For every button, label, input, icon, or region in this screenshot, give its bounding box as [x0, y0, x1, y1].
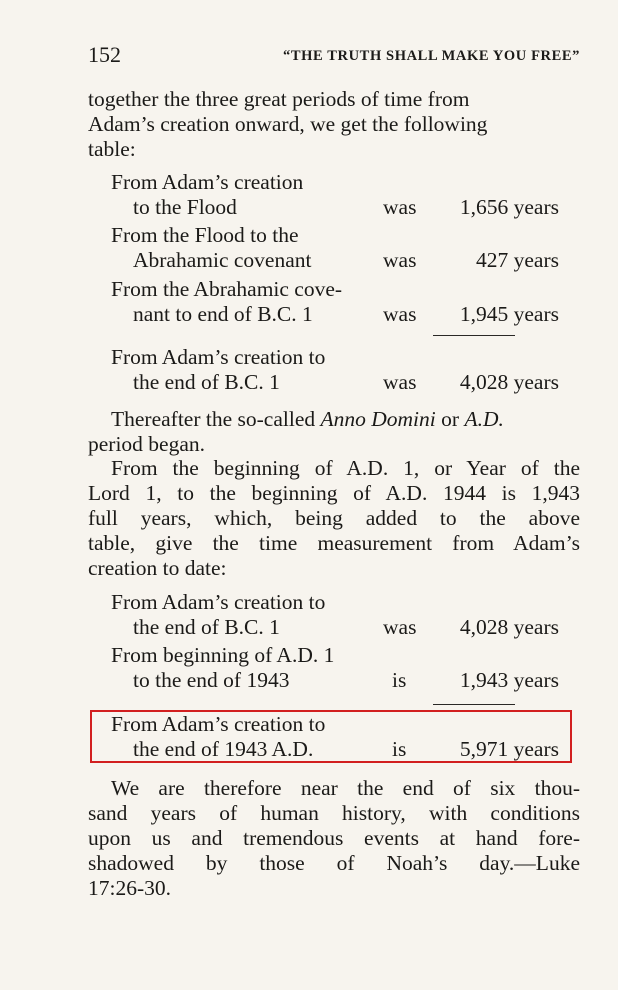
- intro-line: Adam’s creation onward, we get the following: [88, 112, 488, 136]
- table-row-label: to the end of 1943: [133, 668, 290, 692]
- anno-or: or: [435, 407, 465, 431]
- table-total-verb: is: [392, 737, 407, 761]
- table-row-values: [0, 614, 618, 640]
- table-row-value: 4,028 years: [459, 615, 559, 639]
- anno-domini-text: Anno Domini: [320, 407, 436, 431]
- table-row-value: 1,945 years: [459, 302, 559, 326]
- running-head: “THE TRUTH SHALL MAKE YOU FREE”: [283, 48, 580, 64]
- table-row-value: 1,656 years: [459, 195, 559, 219]
- table-row-label: the end of B.C. 1: [133, 615, 280, 639]
- paragraph-line: From the beginning of A.D. 1, or Year of the: [111, 456, 580, 480]
- table-row-label: nant to end of B.C. 1: [133, 302, 313, 326]
- table-row-verb: was: [383, 248, 417, 272]
- table-row-verb: was: [383, 615, 417, 639]
- table-row-label: Abrahamic covenant: [133, 248, 312, 272]
- table-row-label: From Adam’s creation to: [111, 590, 326, 614]
- anno-line: period began.: [88, 432, 206, 456]
- table-row-label: From the Abrahamic cove-: [111, 277, 343, 301]
- table-row-verb: was: [383, 195, 417, 219]
- table-row-values: [0, 667, 618, 693]
- table-row-label: From beginning of A.D. 1: [111, 643, 335, 667]
- table-total-value: 4,028 years: [459, 370, 559, 394]
- page-header: [88, 40, 580, 70]
- paragraph-line: Lord 1, to the beginning of A.D. 1944 is 1,943: [88, 481, 580, 505]
- anno-line: [111, 406, 504, 432]
- table-total-label: From Adam’s creation to: [111, 712, 326, 736]
- table-row-value: 427 years: [476, 248, 559, 272]
- paragraph-line: We are therefore near the end of six thou-: [111, 776, 580, 800]
- table-row-label: From Adam’s creation: [111, 170, 304, 194]
- table-total-values: [0, 736, 618, 762]
- paragraph-line: sand years of human history, with conditions: [88, 801, 580, 825]
- table-row-label: From the Flood to the: [111, 223, 299, 247]
- table-total-label: the end of B.C. 1: [133, 370, 280, 394]
- table-row-values: [0, 301, 618, 327]
- table-row-value: 1,943 years: [459, 668, 559, 692]
- intro-line: together the three great periods of time from: [88, 87, 470, 111]
- anno-prefix: Thereafter the so-called: [111, 407, 321, 431]
- ad-text: A.D.: [464, 407, 504, 431]
- table-row-values: [0, 194, 618, 220]
- table-total-value: 5,971 years: [459, 737, 559, 761]
- table-total-values: [0, 369, 618, 395]
- table-row-verb: is: [392, 668, 407, 692]
- table-row-label: to the Flood: [133, 195, 237, 219]
- paragraph-line: 17:26-30.: [88, 876, 172, 900]
- intro-line: table:: [88, 137, 136, 161]
- sum-rule: [433, 335, 515, 336]
- paragraph-line: shadowed by those of Noah’s day.—Luke: [88, 851, 580, 875]
- sum-rule: [433, 704, 515, 705]
- table-row-verb: was: [383, 302, 417, 326]
- table-total-label: From Adam’s creation to: [111, 345, 326, 369]
- paragraph-line: full years, which, being added to the above: [88, 506, 580, 530]
- paragraph-line: upon us and tremendous events at hand fore-: [88, 826, 580, 850]
- page-number: 152: [88, 42, 121, 67]
- paragraph-line: creation to date:: [88, 556, 227, 580]
- table-total-verb: was: [383, 370, 417, 394]
- table-row-values: [0, 247, 618, 273]
- paragraph-line: table, give the time measurement from Adam’s: [88, 531, 580, 555]
- table-total-label: the end of 1943 A.D.: [133, 737, 314, 761]
